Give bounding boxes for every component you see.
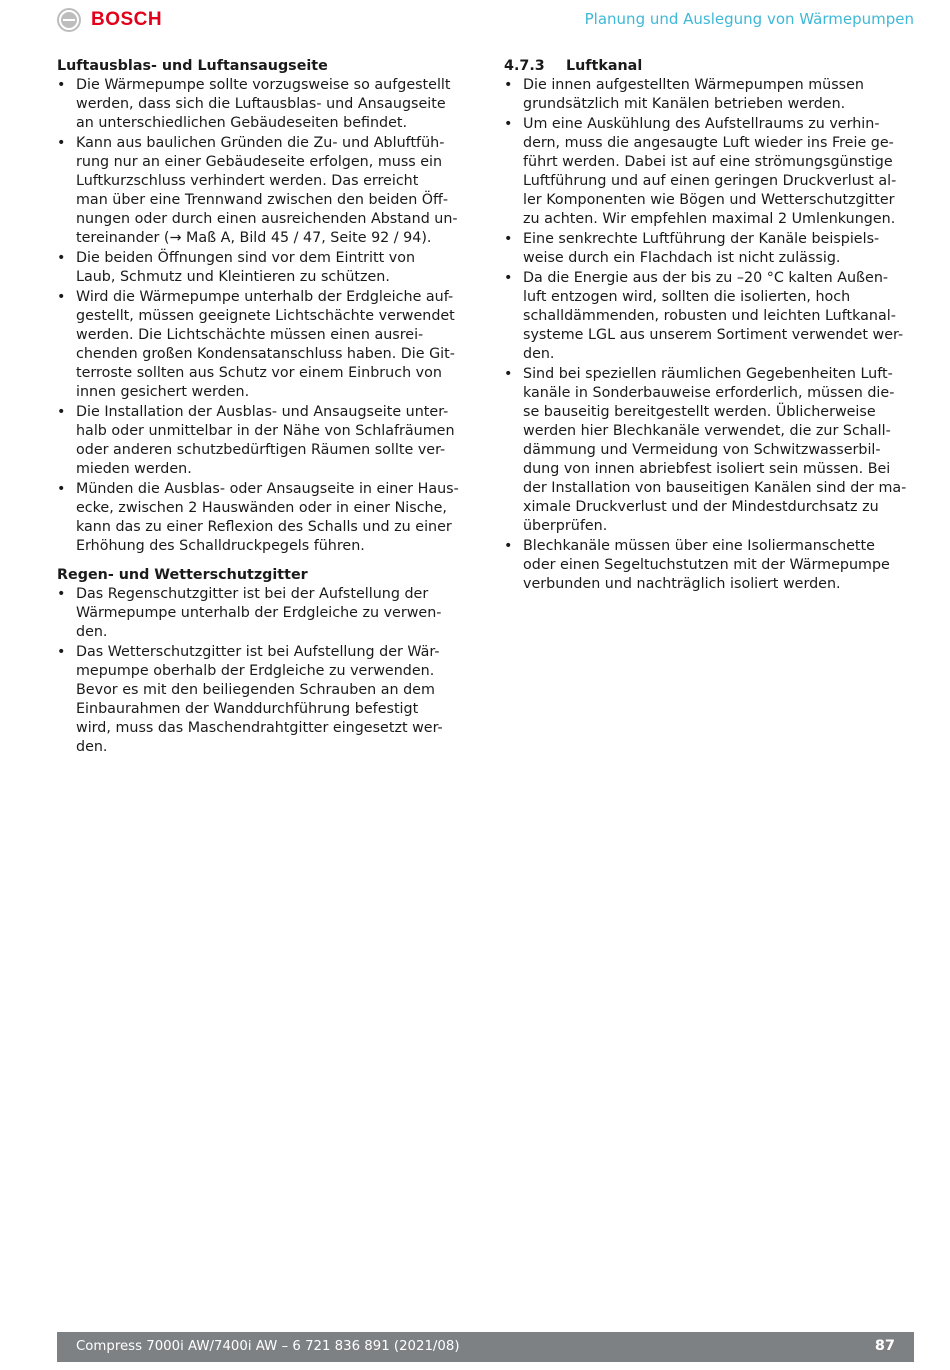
list-item: • Da die Energie aus der bis zu –20 °C kalten Außen- luft entzogen wird, sollten die isolierten, hoch schalldämmenden, robusten und leichten Luftkanal- systeme LGL aus unserem Sortiment verwendet wer- den. xyxy=(504,269,916,364)
list-item: • Kann aus baulichen Gründen die Zu- und Abluftfüh- rung nur an einer Gebäudeseite erfolgen, muss ein Luftkurzschluss verhindert werden. Das erreicht man über eine Trennwand zwischen den beiden Öff- nungen oder durch einen ausreichenden Abstand un- tereinander (→ Maß A, Bild 45 / 47, Seite 92 / 94). xyxy=(57,134,469,248)
section-title: Luftkanal xyxy=(566,58,643,74)
footer-document-id: Compress 7000i AW/7400i AW – 6 721 836 891 (2021/08) xyxy=(76,1339,460,1354)
page-header xyxy=(0,0,950,44)
page-number: 87 xyxy=(874,1338,895,1354)
section-number: 4.7.3 xyxy=(504,58,545,74)
list-item: • Das Regenschutzgitter ist bei der Aufstellung der Wärmepumpe unterhalb der Erdgleiche zu verwen- den. xyxy=(57,585,469,642)
section-heading-grilles: Regen- und Wetterschutzgitter xyxy=(57,567,308,583)
list-item: • Um eine Auskühlung des Aufstellraums zu verhin- dern, muss die angesaugte Luft wieder ins Freie ge- führt werden. Dabei ist auf eine strömungsgünstige Luftführung und auf einen geringen Druckverlust al- ler Komponenten wie Bögen und Wetterschutzgitter zu achten. Wir empfehlen maximal 2 Umlenkungen. xyxy=(504,115,916,229)
brand-name: BOSCH xyxy=(91,9,163,30)
list-item: • Sind bei speziellen räumlichen Gegebenheiten Luft- kanäle in Sonderbauweise erforderlich, müssen die- se bauseitig bereitgestellt werden. Üblicherweise werden hier Blechkanäle verwendet, die zur Schall- dämmung und Vermeidung von Schwitzwasserbil- dung von innen abriebfest isoliert sein müssen. Bei der Installation von bauseitigen Kanälen sind der ma- ximale Druckverlust und der Mindestdurchsatz zu überprüfen. xyxy=(504,365,916,536)
list-item: • Die Wärmepumpe sollte vorzugsweise so aufgestellt werden, dass sich die Luftausblas- und Ansaugseite an unterschiedlichen Gebäudeseiten befindet. xyxy=(57,76,469,133)
section-heading-air-duct xyxy=(504,57,916,76)
list-item: • Die beiden Öffnungen sind vor dem Eintritt von Laub, Schmutz und Kleintieren zu schützen. xyxy=(57,249,469,287)
air-duct-list xyxy=(504,76,916,594)
right-column xyxy=(504,57,916,595)
list-item: • Die Installation der Ausblas- und Ansaugseite unter- halb oder unmittelbar in der Nähe von Schlafräumen oder anderen schutzbedürftigen Räumen sollte ver- mieden werden. xyxy=(57,403,469,479)
list-item: • Eine senkrechte Luftführung der Kanäle beispiels- weise durch ein Flachdach ist nicht zulässig. xyxy=(504,230,916,268)
list-item: • Das Wetterschutzgitter ist bei Aufstellung der Wär- mepumpe oberhalb der Erdgleiche zu verwenden. Bevor es mit den beiliegenden Schrauben an dem Einbaurahmen der Wanddurchführung befestigt wird, muss das Maschendrahtgitter eingesetzt wer- den. xyxy=(57,643,469,757)
list-item: • Wird die Wärmepumpe unterhalb der Erdgleiche auf- gestellt, müssen geeignete Lichtschächte verwendet werden. Die Lichtschächte müssen einen ausrei- chenden großen Kondensatanschluss haben. Die Git- terroste sollten aus Schutz vor einem Einbruch von innen gesichert werden. xyxy=(57,288,469,402)
section-heading-air-sides: Luftausblas- und Luftansaugseite xyxy=(57,58,328,74)
bosch-logo xyxy=(57,8,162,32)
list-item: • Münden die Ausblas- oder Ansaugseite in einer Haus- ecke, zwischen 2 Hauswänden oder in einer Nische, kann das zu einer Reflexion des Schalls und zu einer Erhöhung des Schalldruckpegels führen. xyxy=(57,480,469,556)
page-footer xyxy=(57,1332,914,1362)
air-sides-list xyxy=(57,76,469,556)
left-column xyxy=(57,57,469,758)
bosch-armature-icon xyxy=(57,8,81,32)
list-item: • Blechkanäle müssen über eine Isoliermanschette oder einen Segeltuchstutzen mit der Wärmepumpe verbunden und nachträglich isoliert werden. xyxy=(504,537,916,594)
list-item: • Die innen aufgestellten Wärmepumpen müssen grundsätzlich mit Kanälen betrieben werden. xyxy=(504,76,916,114)
grilles-list xyxy=(57,585,469,757)
header-title: Planung und Auslegung von Wärmepumpen xyxy=(584,10,914,28)
